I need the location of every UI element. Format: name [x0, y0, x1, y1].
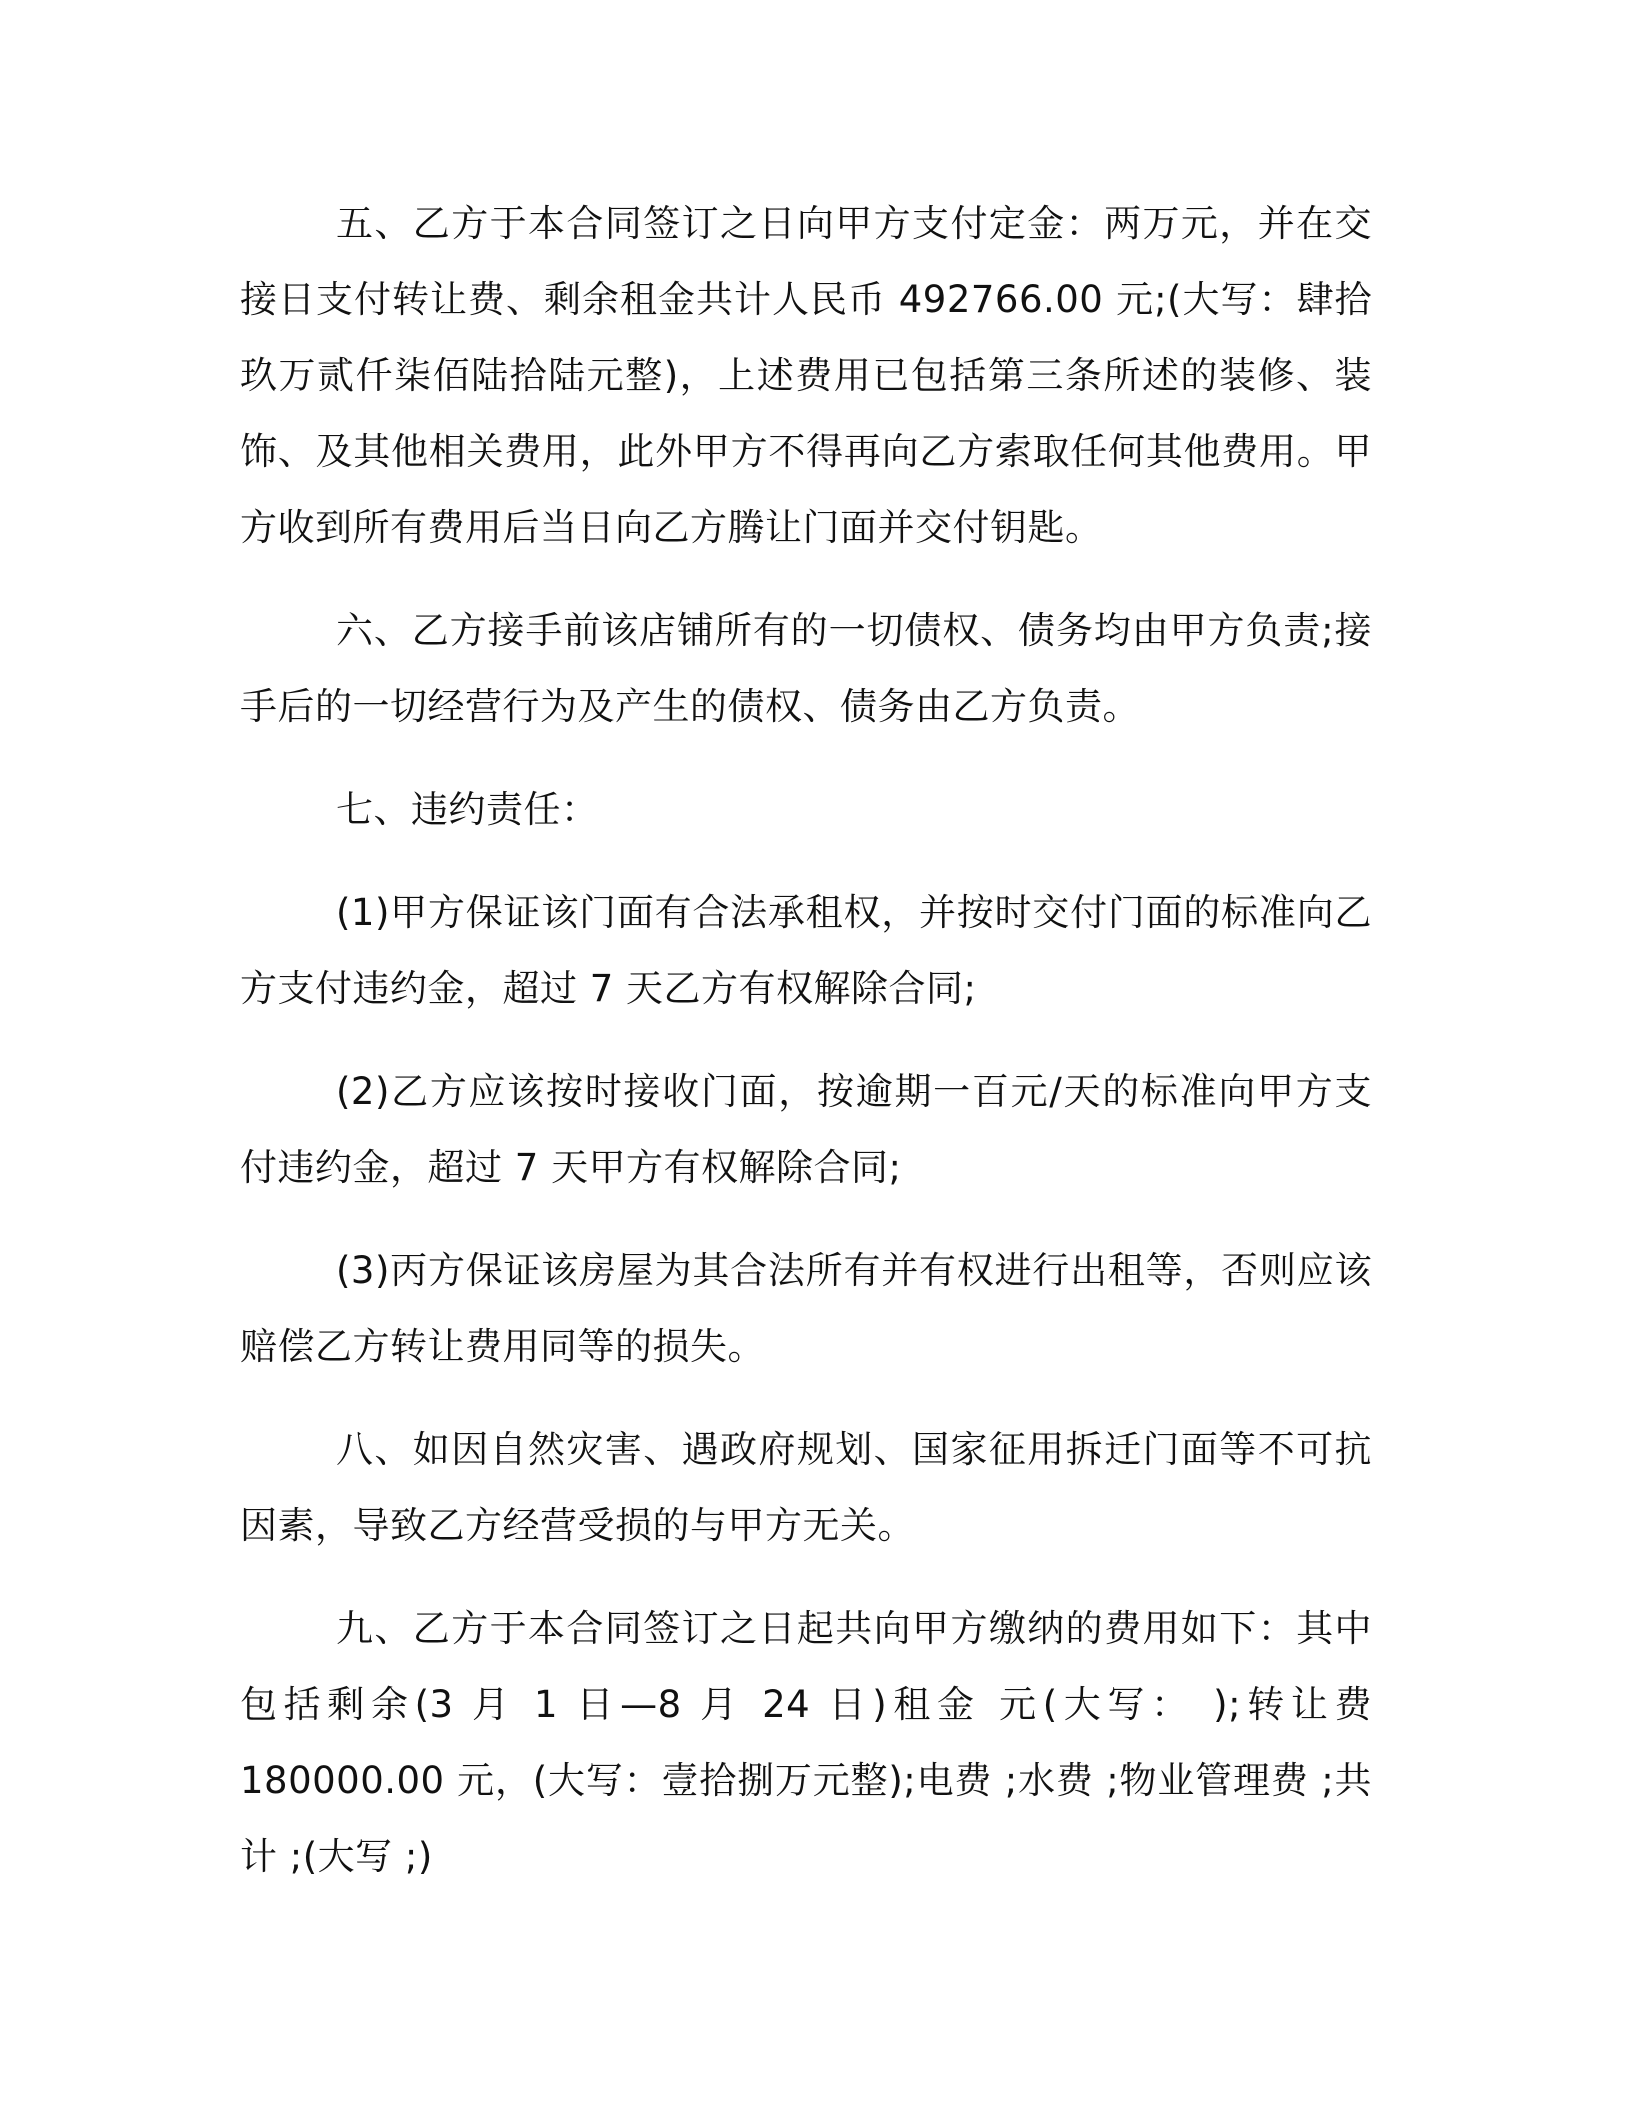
paragraph-clause-7-item-2: (2)乙方应该按时接收门面，按逾期一百元/天的标准向甲方支付违约金，超过 7 天甲方有权解除合同; — [240, 1070, 1372, 1189]
paragraph-clause-7-item-1: (1)甲方保证该门面有合法承租权，并按时交付门面的标准向乙方支付违约金，超过 7 天乙方有权解除合同; — [240, 891, 1372, 1010]
paragraph-clause-6: 六、乙方接手前该店铺所有的一切债权、债务均由甲方负责;接手后的一切经营行为及产生的债权、债务由乙方负责。 — [240, 609, 1372, 728]
paragraph-clause-7-item-3: (3)丙方保证该房屋为其合法所有并有权进行出租等，否则应该赔偿乙方转让费用同等的损失。 — [240, 1249, 1372, 1368]
paragraph-clause-7-heading: 七、违约责任： — [336, 788, 599, 831]
document-body — [240, 186, 1372, 1922]
paragraph-clause-9: 九、乙方于本合同签订之日起共向甲方缴纳的费用如下：其中包括剩余(3 月 1 日—8 月 24 日)租金 元(大写： );转让费 180000.00 元，(大写：壹拾捌万元整);电费 ;水费 ;物业管理费 ;共计 ;(大写 ;) — [240, 1607, 1372, 1878]
paragraph-clause-5: 五、乙方于本合同签订之日向甲方支付定金：两万元，并在交接日支付转让费、剩余租金共计人民币 492766.00 元;(大写：肆拾玖万贰仟柒佰陆拾陆元整)，上述费用已包括第三条所述的装修、装饰、及其他相关费用，此外甲方不得再向乙方索取任何其他费用。甲方收到所有费用后当日向乙方腾让门面并交付钥匙。 — [240, 202, 1372, 549]
paragraph-clause-8: 八、如因自然灾害、遇政府规划、国家征用拆迁门面等不可抗因素，导致乙方经营受损的与甲方无关。 — [240, 1428, 1372, 1547]
